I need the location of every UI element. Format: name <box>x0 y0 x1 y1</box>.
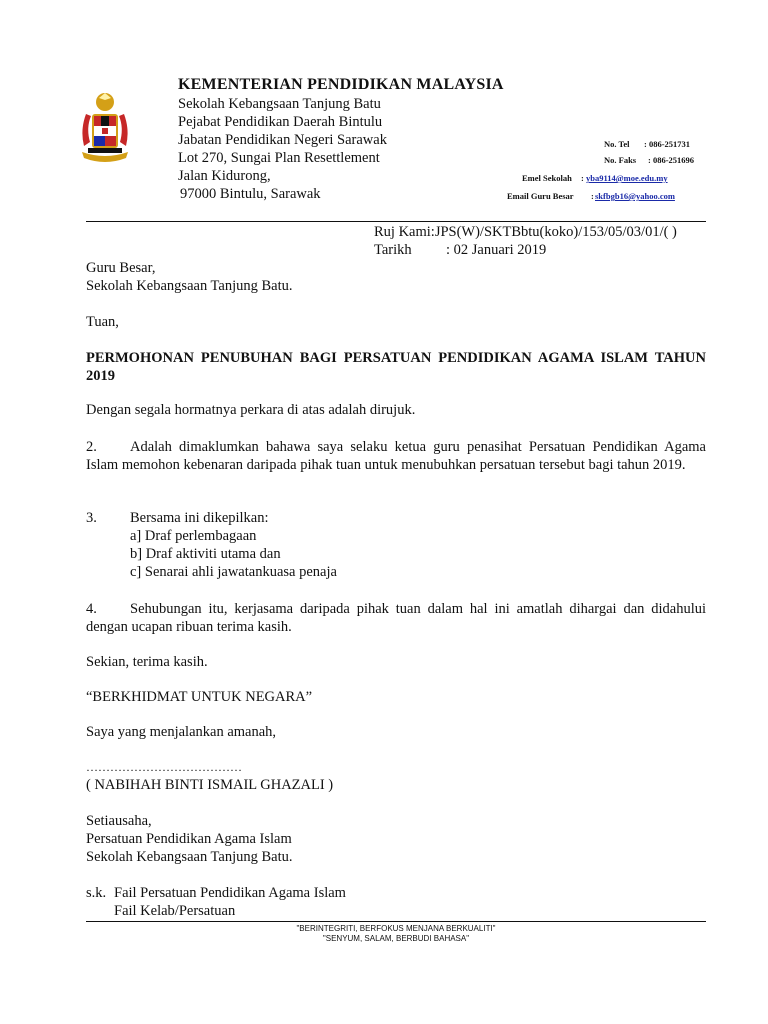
signatory-name: ( NABIHAH BINTI ISMAIL GHAZALI ) <box>86 777 334 793</box>
school-email-colon: : <box>581 173 584 183</box>
date-label: Tarikh <box>374 242 412 258</box>
school-email-text[interactable]: yba9114@moe.edu.my <box>586 173 668 183</box>
footer-divider <box>86 921 706 922</box>
tel-value: : 086-251731 <box>644 139 691 149</box>
address-line-2: Jalan Kidurong, <box>178 168 271 184</box>
closing-thanks: Sekian, terima kasih. <box>86 654 208 670</box>
school-email-label: Emel Sekolah <box>522 173 572 183</box>
address-line-1: Lot 270, Sungai Plan Resettlement <box>178 150 380 166</box>
recipient-line-2: Sekolah Kebangsaan Tanjung Batu. <box>86 278 293 294</box>
paragraph-2-number: 2. <box>86 439 97 455</box>
school-email-link[interactable] <box>586 173 668 183</box>
closing-trust: Saya yang menjalankan amanah, <box>86 724 277 740</box>
paragraph-1: Dengan segala hormatnya perkara di atas adalah dirujuk. <box>86 402 416 418</box>
paragraph-3-number: 3. <box>86 510 97 526</box>
fax-label: No. Faks <box>604 155 637 165</box>
paragraph-4 <box>86 600 706 636</box>
head-email-text[interactable]: skfbgb16@yahoo.com <box>595 191 675 201</box>
cc-line-1: Fail Persatuan Pendidikan Agama Islam <box>114 885 346 901</box>
ministry-name: KEMENTERIAN PENDIDIKAN MALAYSIA <box>178 76 504 93</box>
paragraph-2 <box>86 438 706 474</box>
reference-number: Ruj Kami:JPS(W)/SKTBbtu(koko)/153/05/03/01/( ) <box>374 224 677 240</box>
signatory-title-1: Setiausaha, <box>86 813 152 829</box>
state-department: Jabatan Pendidikan Negeri Sarawak <box>178 132 387 148</box>
salutation: Tuan, <box>86 314 119 330</box>
cc-label: s.k. <box>86 885 107 901</box>
signature-line: ………………………………… <box>86 760 242 774</box>
letter-subject: PERMOHONAN PENUBUHAN BAGI PERSATUAN PENDIDIKAN AGAMA ISLAM TAHUN 2019 <box>86 350 706 384</box>
head-email-link[interactable] <box>595 191 675 201</box>
signatory-title-3: Sekolah Kebangsaan Tanjung Batu. <box>86 849 293 865</box>
footer-motto-2: "SENYUM, SALAM, BERBUDI BAHASA" <box>322 934 470 943</box>
paragraph-4-text: Sehubungan itu, kerjasama daripada pihak tuan dalam hal ini amatlah dihargai dan didahului dengan ucapan ribuan terima kasih. <box>86 601 706 635</box>
attachment-item: b] Draf aktiviti utama dan <box>130 546 281 562</box>
address-line-3: 97000 Bintulu, Sarawak <box>180 186 321 202</box>
fax-value: : 086-251696 <box>648 155 695 165</box>
motto: “BERKHIDMAT UNTUK NEGARA” <box>86 689 313 705</box>
head-email-colon: : <box>591 191 594 201</box>
footer-motto-1: "BERINTEGRITI, BERFOKUS MENJANA BERKUALITI" <box>296 924 496 933</box>
malaysia-coat-of-arms-icon <box>76 90 134 166</box>
tel-label: No. Tel <box>604 139 630 149</box>
paragraph-2-text: Adalah dimaklumkan bahawa saya selaku ketua guru penasihat Persatuan Pendidikan Agama Islam memohon kebenaran daripada pihak tuan untuk menubuhkan persatuan tersebut bagi tahun 2019. <box>86 439 706 473</box>
attachment-item: c] Senarai ahli jawatankuasa penaja <box>130 564 337 580</box>
recipient-line-1: Guru Besar, <box>86 260 156 276</box>
district-office: Pejabat Pendidikan Daerah Bintulu <box>178 114 383 130</box>
head-email-label: Email Guru Besar <box>507 191 574 201</box>
paragraph-3-text: Bersama ini dikepilkan: <box>130 510 269 526</box>
school-name: Sekolah Kebangsaan Tanjung Batu <box>178 96 381 112</box>
header-divider <box>86 221 706 222</box>
paragraph-3 <box>86 510 269 527</box>
signatory-title-2: Persatuan Pendidikan Agama Islam <box>86 831 292 847</box>
date-value: : 02 Januari 2019 <box>446 242 547 258</box>
cc-line-2: Fail Kelab/Persatuan <box>114 903 236 919</box>
paragraph-4-number: 4. <box>86 601 97 617</box>
attachment-item: a] Draf perlembagaan <box>130 528 257 544</box>
